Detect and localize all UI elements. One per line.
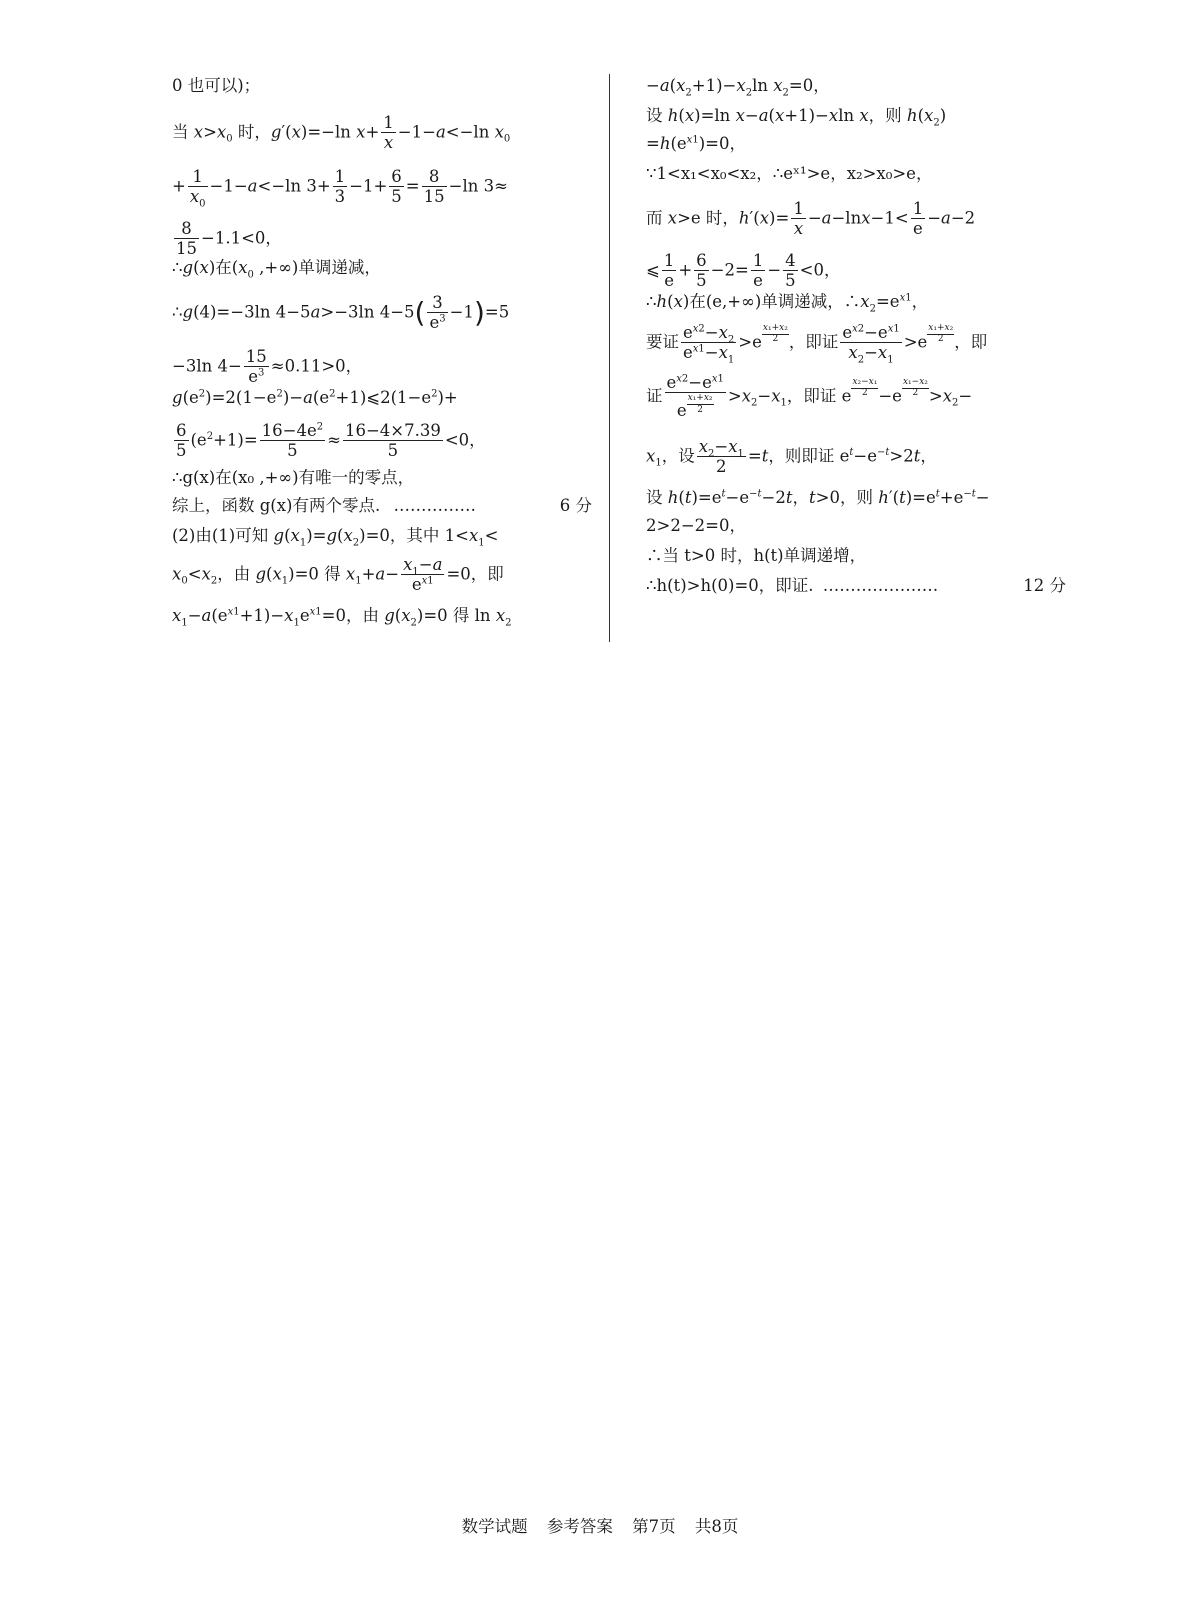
left-line-3: + $\frac{1}{x_0}$ −1−a<−ln 3+ $\frac{1}{3}$ −1+ $\frac{6}{5}$ = $\frac{8}{15}$ −ln 3≈ <box>172 167 508 210</box>
left-line-6: ∴g(4)=−3ln 4−5a>−3ln 4−5( $\frac{3}{e^3}$ −1)=5 <box>172 293 510 333</box>
right-line-1: $-a(x_2+1)-x_2\ln$ $x_2=0$， <box>646 76 830 99</box>
left-line-5: ∴g(x)在($x_0$ ,+∞)单调递减， <box>172 258 381 281</box>
left-line-8a: $g(e^2)=2(1-e^2)-a(e^2+1)⩽2(1-e^2)+$ <box>172 388 458 407</box>
left-line-4: $\frac{8}{15}$ −1.1<0， <box>176 219 282 259</box>
left-line-2: 当 $x>x_0$ 时，g′(x)=−ln x+ $\frac{1}{x}$ −1−a<−ln $x_0$ <box>172 113 511 153</box>
left-line-11: (2)由(1)可知 $g(x_1)=g(x_2)=0$，其中 $1<x_1<$ <box>172 526 499 549</box>
left-line-9: ∴g(x)在(x₀ ,+∞)有唯一的零点， <box>172 468 415 487</box>
left-line-8b: $\frac{6}{5}$ $(e^2+1)=$ $\frac{16-4e^2}{5}$ ≈ $\frac{16-4\times 7.39}{5}$ <0， <box>176 421 486 461</box>
left-line-1: 0 也可以)； <box>172 76 261 95</box>
right-line-8: 要证 $\frac{e^{x2}-x_2}{e^{x1}-x_1}$ >e $\frac{\text{x₁+x₂}}{2}$ ，即证 $\frac{e^{x2}-e^{x1}}{x_2-x_1}$ >e $\frac{\text{x₁+x₂}}{2}$ ，即 <box>646 323 988 366</box>
right-line-11: 设 $h(t)=e^t-e^{-t}-2t$，t>0，则 $h'(t)=e^t+e^{-t}-$ <box>646 488 990 507</box>
left-line-10 <box>172 498 592 515</box>
leader-dots: …………… <box>393 496 476 515</box>
right-line-7: ∴h(x)在(e,+∞)单调递减，$\therefore x_2=e^{x1}$， <box>646 292 929 315</box>
right-line-6: ⩽ $\frac{1}{e}$ + $\frac{6}{5}$ −2= $\frac{1}{e}$ − $\frac{4}{5}$ <0， <box>646 251 841 291</box>
right-line-14 <box>646 578 1066 595</box>
leader-dots: ………………… <box>822 576 939 595</box>
right-line-2: 设 h(x)=ln x−a(x+1)−xln x，则 $h(x_2)$ <box>646 106 947 129</box>
score-label: 12 分 <box>1023 576 1066 595</box>
page-footer: 数学试题 参考答案 第7页 共8页 <box>461 1517 739 1536</box>
right-line-10: $x_1$，设 $\frac{x_2-x_1}{2}$ =t，则即证 $e^t-e^{-t}>2t$， <box>646 437 937 477</box>
score-label: 6 分 <box>559 496 592 515</box>
right-line-13: ∴当 t>0 时，h(t)单调递增， <box>646 546 867 565</box>
final-conclusion-text: ∴h(t)>h(0)=0，即证. <box>646 576 814 595</box>
conclusion-text: 综上，函数 g(x)有两个零点. <box>172 496 381 515</box>
right-line-12: 2>2−2=0， <box>646 516 746 535</box>
right-line-4: ∵1<x₁<x₀<x₂，∴eˣ¹>e，x₂>x₀>e， <box>646 164 933 183</box>
column-divider <box>609 74 610 642</box>
right-line-9: 证 $e^{x2}-e^{x1}$ e $\frac{\text{x₁+x₂}}{2}$ $>x_2-x_1$，即证 e $\frac{\text{x₂−x₁}}{2}$ −e $\frac{\text{x₁−x₂}}{2}$ $>x_2-$ <box>646 373 973 421</box>
left-line-13: $x_1-a(e^{x1}+1)-x_1e^{x1}=0$，由 $g(x_2)=0$ 得 $\ln x_2$ <box>172 606 512 629</box>
left-line-7: −3ln 4− $\frac{15}{e^3}$ ≈0.11>0， <box>172 347 363 387</box>
left-line-12: $x_0<x_2$，由 $g(x_1)=0$ 得 $x_1+a-$ $\frac{x_1-a}{e^{x1}}$ =0，即 <box>172 555 504 595</box>
right-line-5: 而 x>e 时，h′(x)= $\frac{1}{x}$ −a−lnx−1< $\frac{1}{e}$ −a−2 <box>646 199 976 239</box>
right-line-3: $=h(e^{x1})=0$， <box>646 134 746 153</box>
